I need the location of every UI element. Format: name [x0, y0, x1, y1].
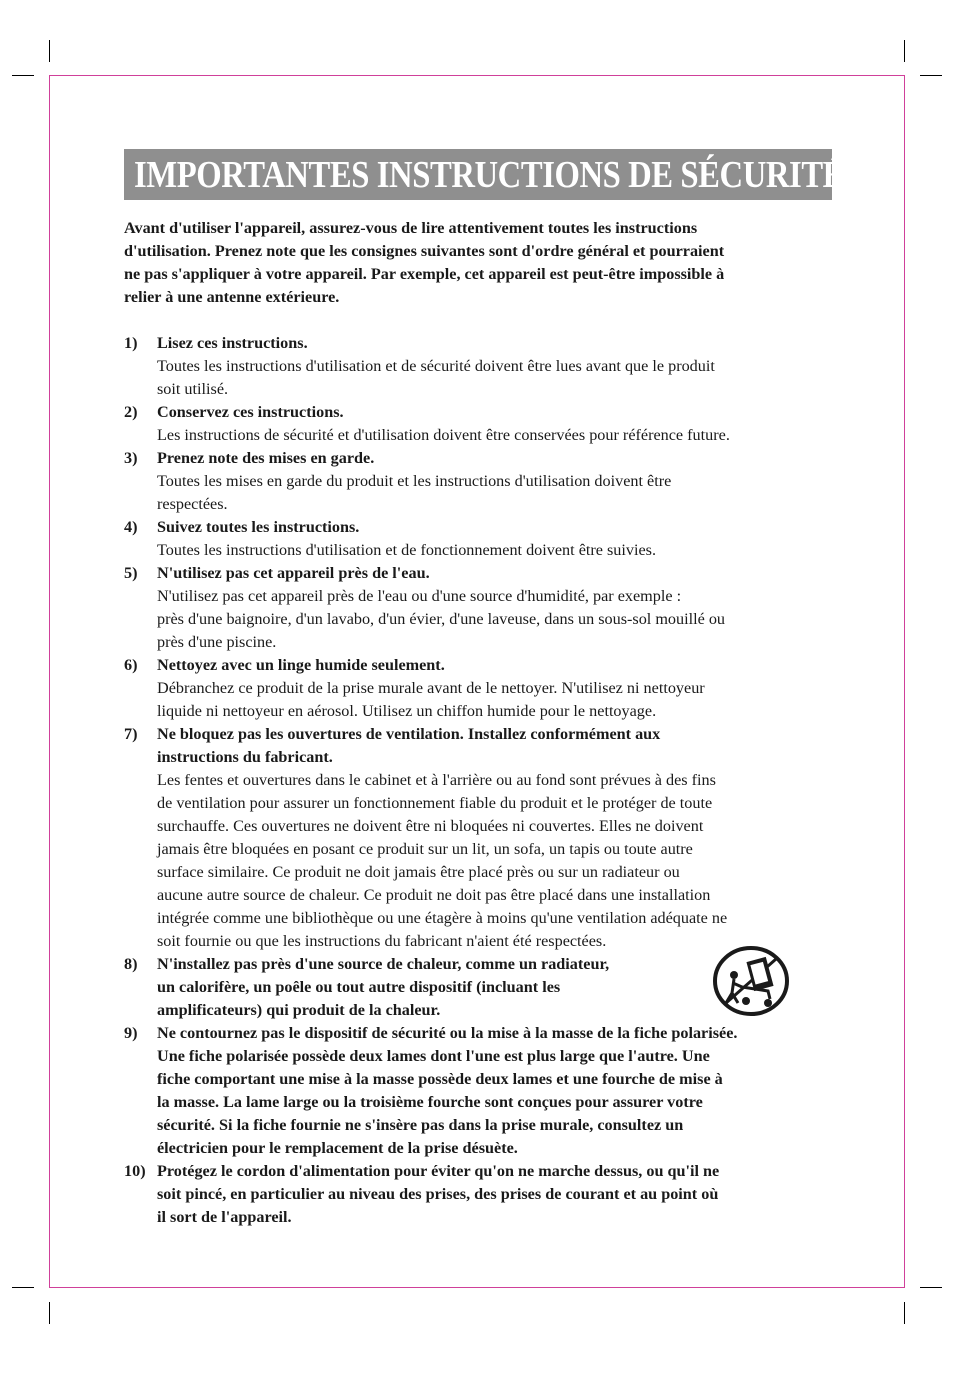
- instruction-number: 9): [124, 1024, 138, 1042]
- instruction-heading-line: Protégez le cordon d'alimentation pour éviter qu'on ne marche dessus, ou qu'il ne: [157, 1162, 720, 1180]
- instruction-heading-line: Ne contournez pas le dispositif de sécurité ou la mise à la masse de la fiche polarisée.: [157, 1024, 738, 1042]
- instruction-heading-line: Suivez toutes les instructions.: [157, 518, 360, 536]
- instruction-number: 3): [124, 449, 138, 467]
- intro-line: relier à une antenne extérieure.: [124, 288, 340, 306]
- instruction-item: [124, 654, 854, 723]
- instruction-number: 5): [124, 564, 138, 582]
- crop-mark: [904, 1302, 905, 1324]
- cart-tip-over-warning-icon: [712, 945, 790, 1017]
- instruction-number: 7): [124, 725, 138, 743]
- intro-paragraph: [124, 217, 849, 309]
- intro-line: d'utilisation. Prenez note que les consignes suivantes sont d'ordre général et pourraient: [124, 242, 725, 260]
- intro-line: Avant d'utiliser l'appareil, assurez-vous de lire attentivement toutes les instructions: [124, 219, 698, 237]
- crop-mark: [12, 75, 34, 76]
- instruction-text-line: soit utilisé.: [157, 380, 229, 398]
- crop-mark: [920, 75, 942, 76]
- instruction-text-line: Les instructions de sécurité et d'utilisation doivent être conservées pour référence future.: [157, 426, 730, 444]
- instruction-heading-line: amplificateurs) qui produit de la chaleur.: [157, 1001, 441, 1019]
- instruction-number: 6): [124, 656, 138, 674]
- instruction-heading-line: N'utilisez pas cet appareil près de l'eau.: [157, 564, 430, 582]
- instruction-item: [124, 516, 854, 562]
- instruction-item: [124, 1022, 854, 1160]
- instruction-text-line: Débranchez ce produit de la prise murale avant de le nettoyer. N'utilisez ni nettoyeur: [157, 679, 705, 697]
- instruction-heading-line: Une fiche polarisée possède deux lames dont l'une est plus large que l'autre. Une: [157, 1047, 710, 1065]
- crop-mark: [904, 40, 905, 62]
- instruction-text-line: Toutes les instructions d'utilisation et de fonctionnement doivent être suivies.: [157, 541, 657, 559]
- instruction-item: [124, 447, 854, 516]
- instruction-text-line: surface similaire. Ce produit ne doit jamais être placé près ou sur un radiateur ou: [157, 863, 680, 881]
- instruction-text-line: aucune autre source de chaleur. Ce produit ne doit pas être placé dans une installation: [157, 886, 711, 904]
- instruction-text-line: liquide ni nettoyeur en aérosol. Utilisez un chiffon humide pour le nettoyage.: [157, 702, 657, 720]
- instruction-heading-line: Prenez note des mises en garde.: [157, 449, 375, 467]
- instruction-heading-line: sécurité. Si la fiche fournie ne s'insère pas dans la prise murale, consultez un: [157, 1116, 684, 1134]
- instruction-text-line: N'utilisez pas cet appareil près de l'eau ou d'une source d'humidité, par exemple :: [157, 587, 682, 605]
- instruction-item: [124, 723, 854, 953]
- instruction-number: 4): [124, 518, 138, 536]
- instruction-number: 2): [124, 403, 138, 421]
- instruction-text-line: près d'une baignoire, d'un lavabo, d'un évier, d'une laveuse, dans un sous-sol mouillé ou: [157, 610, 726, 628]
- instruction-heading-line: fiche comportant une mise à la masse possède deux lames et une fourche de mise à: [157, 1070, 723, 1088]
- crop-mark: [12, 1287, 34, 1288]
- instruction-heading-line: il sort de l'appareil.: [157, 1208, 292, 1226]
- instruction-heading-line: la masse. La lame large ou la troisième fourche sont conçues pour assurer votre: [157, 1093, 703, 1111]
- crop-mark: [49, 1302, 50, 1324]
- instruction-list: [124, 332, 854, 1229]
- instruction-heading-line: instructions du fabricant.: [157, 748, 333, 766]
- instruction-text-line: près d'une piscine.: [157, 633, 277, 651]
- instruction-text-line: soit fournie ou que les instructions du fabricant n'aient été respectées.: [157, 932, 607, 950]
- instruction-heading-line: électricien pour le remplacement de la prise désuète.: [157, 1139, 518, 1157]
- intro-line: ne pas s'appliquer à votre appareil. Par exemple, cet appareil est peut-être impossible à: [124, 265, 725, 283]
- instruction-heading-line: un calorifère, un poêle ou tout autre dispositif (incluant les: [157, 978, 561, 996]
- instruction-text-line: jamais être bloquées en posant ce produit sur un lit, un sofa, un tapis ou toute autre: [157, 840, 693, 858]
- instruction-heading-line: Conservez ces instructions.: [157, 403, 344, 421]
- instruction-heading-line: Nettoyez avec un linge humide seulement.: [157, 656, 445, 674]
- instruction-heading-line: Lisez ces instructions.: [157, 334, 308, 352]
- page-title: [124, 149, 845, 200]
- instruction-heading-line: soit pincé, en particulier au niveau des prises, des prises de courant et au point où: [157, 1185, 719, 1203]
- instruction-text-line: Les fentes et ouvertures dans le cabinet et à l'arrière ou au fond sont prévues à des fins: [157, 771, 716, 789]
- instruction-item: [124, 401, 854, 447]
- instruction-text-line: de ventilation pour assurer un fonctionnement fiable du produit et le protéger de toute: [157, 794, 713, 812]
- crop-mark: [920, 1287, 942, 1288]
- instruction-number: 8): [124, 955, 138, 973]
- instruction-item: [124, 332, 854, 401]
- instruction-number: 10): [124, 1162, 146, 1180]
- instruction-text-line: intégrée comme une bibliothèque ou une étagère à moins qu'une ventilation adéquate ne: [157, 909, 728, 927]
- instruction-item: [124, 562, 854, 654]
- instruction-text-line: surchauffe. Ces ouvertures ne doivent être ni bloquées ni couvertes. Elles ne doivent: [157, 817, 704, 835]
- instruction-text-line: respectées.: [157, 495, 228, 513]
- crop-mark: [49, 40, 50, 62]
- instruction-text-line: Toutes les instructions d'utilisation et de sécurité doivent être lues avant que le produit: [157, 357, 715, 375]
- instruction-heading-line: Ne bloquez pas les ouvertures de ventilation. Installez conformément aux: [157, 725, 661, 743]
- instruction-number: 1): [124, 334, 138, 352]
- instruction-text-line: Toutes les mises en garde du produit et les instructions d'utilisation doivent être: [157, 472, 672, 490]
- page-title-text: IMPORTANTES INSTRUCTIONS DE SÉCURITÉ: [134, 154, 845, 196]
- instruction-heading-line: N'installez pas près d'une source de chaleur, comme un radiateur,: [157, 955, 610, 973]
- instruction-item: [124, 1160, 854, 1229]
